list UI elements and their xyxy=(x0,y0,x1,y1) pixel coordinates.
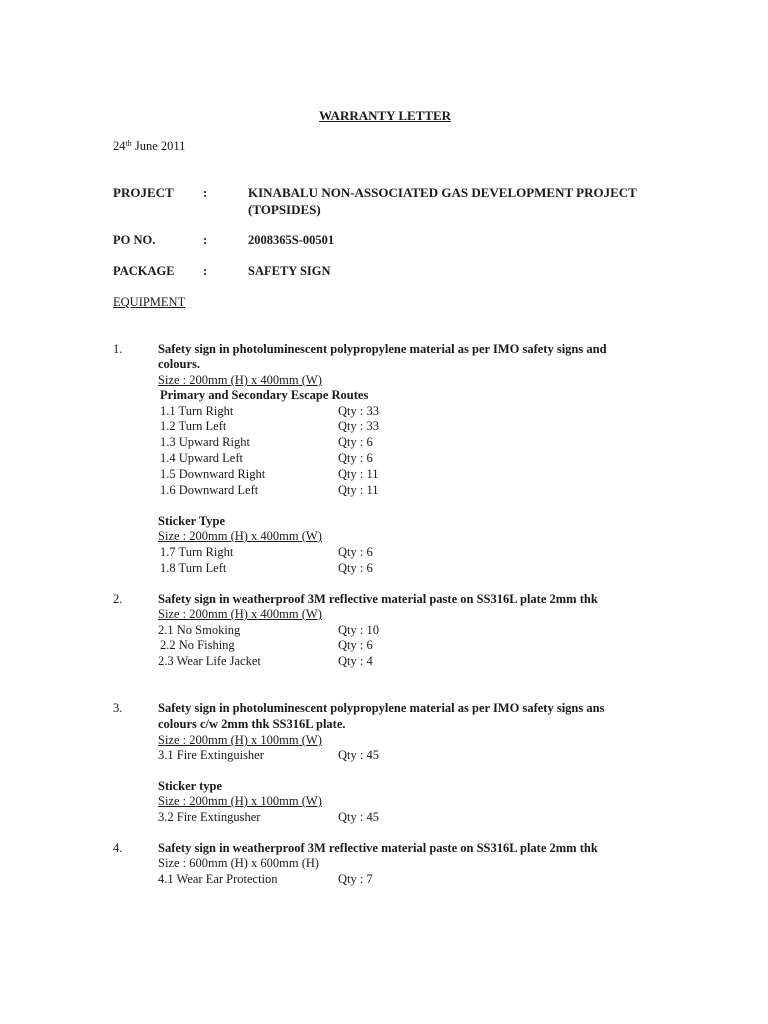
item-name: 4.1 Wear Ear Protection xyxy=(158,872,278,886)
size-spec: Size : 200mm (H) x 100mm (W) xyxy=(158,733,322,747)
document-title: WARRANTY LETTER xyxy=(319,108,452,123)
item-qty: Qty : 11 xyxy=(338,467,379,481)
item-qty: Qty : 45 xyxy=(338,748,379,762)
section-description: Safety sign in weatherproof 3M reflective material paste on SS316L plate 2mm thk xyxy=(158,841,598,855)
section-description: Safety sign in photoluminescent polypropylene material as per IMO safety signs ans xyxy=(158,701,605,715)
section-description-cont: colours. xyxy=(158,357,201,371)
package-label: PACKAGE xyxy=(113,264,175,278)
section-number: 1. xyxy=(113,342,123,356)
package-sep: : xyxy=(203,264,208,278)
item-name: 1.4 Upward Left xyxy=(160,451,243,465)
item-qty: Qty : 45 xyxy=(338,810,379,824)
section-number: 4. xyxy=(113,841,123,855)
project-label: PROJECT xyxy=(113,185,174,200)
section-number: 2. xyxy=(113,592,123,606)
item-name: 1.2 Turn Left xyxy=(160,419,227,433)
item-name: 1.7 Turn Right xyxy=(160,545,234,559)
item-name: 1.5 Downward Right xyxy=(160,467,266,481)
item-name: 2.1 No Smoking xyxy=(158,623,241,637)
section-number: 3. xyxy=(113,701,123,715)
item-qty: Qty : 10 xyxy=(338,623,379,637)
item-name: 3.1 Fire Extinguisher xyxy=(158,748,264,762)
item-name: 3.2 Fire Extingusher xyxy=(158,810,261,824)
letter-date xyxy=(113,139,185,155)
item-name: 2.3 Wear Life Jacket xyxy=(158,654,261,668)
sticker-heading: Sticker type xyxy=(158,779,222,793)
section-description: Safety sign in photoluminescent polypropylene material as per IMO safety signs and xyxy=(158,342,607,356)
date-day: 24 xyxy=(113,139,126,153)
item-qty: Qty : 33 xyxy=(338,419,379,433)
size-spec: Size : 200mm (H) x 400mm (W) xyxy=(158,373,322,387)
project-sep: : xyxy=(203,185,208,200)
po-value: 2008365S-00501 xyxy=(248,233,335,247)
item-qty: Qty : 6 xyxy=(338,545,373,559)
project-value-line2: (TOPSIDES) xyxy=(248,202,321,217)
date-rest: June 2011 xyxy=(131,139,186,153)
sticker-size-spec: Size : 200mm (H) x 400mm (W) xyxy=(158,529,322,543)
date-suffix: th xyxy=(125,139,132,148)
item-name: 1.8 Turn Left xyxy=(160,561,227,575)
size-spec: Size : 200mm (H) x 400mm (W) xyxy=(158,607,322,621)
section-description: Safety sign in weatherproof 3M reflective material paste on SS316L plate 2mm thk xyxy=(158,592,598,606)
item-qty: Qty : 11 xyxy=(338,483,379,497)
item-qty: Qty : 6 xyxy=(338,638,373,652)
equipment-heading: EQUIPMENT xyxy=(113,295,186,309)
item-qty: Qty : 6 xyxy=(338,451,373,465)
item-name: 1.1 Turn Right xyxy=(160,404,234,418)
project-value-line1: KINABALU NON-ASSOCIATED GAS DEVELOPMENT PROJECT xyxy=(248,185,637,200)
size-spec: Size : 600mm (H) x 600mm (H) xyxy=(158,856,320,870)
po-label: PO NO. xyxy=(113,233,156,247)
sticker-heading: Sticker Type xyxy=(158,514,226,528)
po-sep: : xyxy=(203,233,208,247)
item-qty: Qty : 6 xyxy=(338,435,373,449)
item-qty: Qty : 6 xyxy=(338,561,373,575)
package-value: SAFETY SIGN xyxy=(248,264,331,278)
item-name: 1.3 Upward Right xyxy=(160,435,250,449)
item-qty: Qty : 7 xyxy=(338,872,373,886)
section-description-cont: colours c/w 2mm thk SS316L plate. xyxy=(158,717,346,731)
sticker-size-spec: Size : 200mm (H) x 100mm (W) xyxy=(158,794,322,808)
item-qty: Qty : 33 xyxy=(338,404,379,418)
subheading: Primary and Secondary Escape Routes xyxy=(160,388,369,402)
item-qty: Qty : 4 xyxy=(338,654,373,668)
item-name: 2.2 No Fishing xyxy=(160,638,235,652)
item-name: 1.6 Downward Left xyxy=(160,483,259,497)
